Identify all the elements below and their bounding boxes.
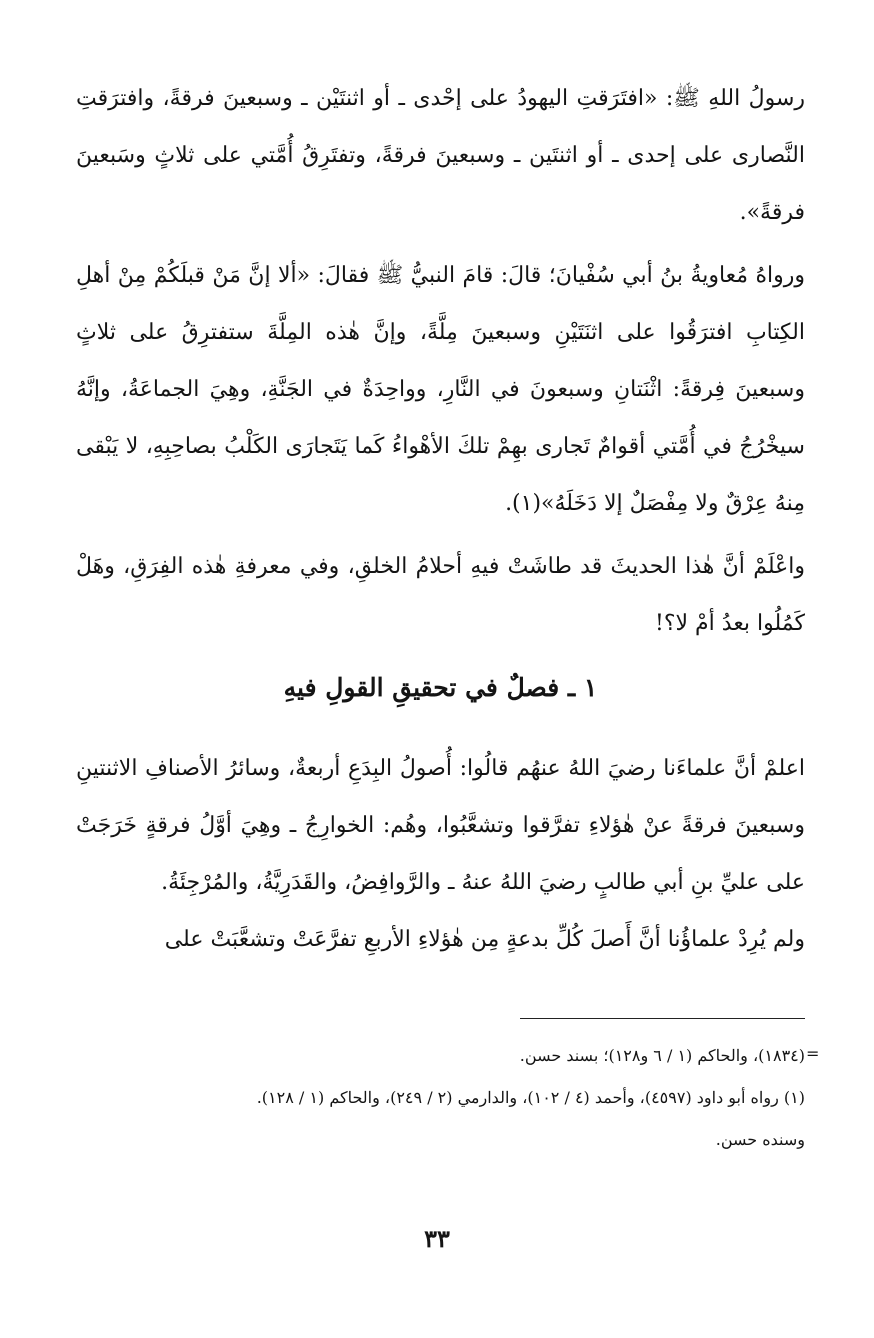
footnote-continuation-mark: =: [806, 1044, 820, 1063]
section-heading: ١ ـ فصلٌ في تحقيقِ القولِ فيهِ: [283, 673, 598, 702]
footnote-1-tail: وسنده حسن.: [715, 1130, 805, 1149]
paragraph-scholars-did-not-mean: ولم يُرِدْ علماؤُنا أنَّ أَصلَ كُلِّ بدعةٍ مِن هٰؤلاءِ الأربعِ تفرَّعَتْ وتشعَّبَتْ على: [164, 927, 805, 952]
main-text: [76, 70, 805, 652]
paragraph-hadith-jews-christians: رسولُ اللهِ ﷺ: «افتَرَقتِ اليهودُ على إحْدى ـ أو اثنتَيْن ـ وسبعينَ فرقةً، وافترَقتِ النَّصارى على إحدى ـ أو اثنتَين ـ وسبعينَ فرقةً، وتفتَرِقُ أُمَّتي على ثلاثٍ وسَبعينَ فرقةً».: [76, 86, 805, 225]
paragraph-roots-of-innovation: اعلمْ أنَّ علماءَنا رضيَ اللهُ عنهُم قالُوا: أُصولُ البِدَعِ أربعةٌ، وسائرُ الأصنافِ الاثنتينِ وسبعينَ فرقةً عنْ هٰؤلاءِ تفرَّقوا وتشعَّبُوا، وهُم: الخوارِجُ ـ وهِيَ أوَّلُ فرقةٍ خَرَجَتْ على عليِّ بنِ أبي طالبٍ رضيَ اللهُ عنهُ ـ والرَّوافِضُ، والقَدَرِيَّةُ، والمُرْجِئَةُ.: [76, 756, 805, 895]
page-number: ٣٣: [424, 1224, 450, 1253]
footnote-1: (١) رواه أبو داود (٤٥٩٧)، وأحمد (٤ / ١٠٢)، والدارمي (٢ / ٢٤٩)، والحاكم (١ / ١٢٨).: [256, 1088, 805, 1107]
paragraph-know-this-hadith: واعْلَمْ أنَّ هٰذا الحديثَ قد طاشَتْ فيهِ أحلامُ الخلقِ، وفي معرفةِ هٰذه الفِرَقِ، وهَلْ كَمُلُوا بعدُ أمْ لا؟!: [76, 554, 805, 636]
paragraph-muawiya-narration: ورواهُ مُعاويةُ بنُ أبي سُفْيانَ؛ قالَ: قامَ النبيُّ ﷺ فقالَ: «ألا إنَّ مَنْ قبلَكُمْ مِنْ أهلِ الكِتابِ افترَقُوا على اثنَتَيْنِ وسبعينَ مِلَّةً، وإنَّ هٰذه المِلَّةَ ستفترِقُ على ثلاثٍ وسبعينَ فِرقةً: اثْنَتانِ وسبعونَ في النَّارِ، وواحِدَةٌ في الجَنَّةِ، وهِيَ الجماعَةُ، وإنَّهُ سيخْرُجُ في أُمَّتي أقوامٌ تَجارى بهِمْ تلكَ الأهْواءُ كَما يَتَجارَى الكَلْبُ بصاحِبِهِ، لا يَبْقى مِنهُ عِرْقٌ ولا مِفْصَلٌ إلا دَخَلَهُ»(١).: [76, 263, 805, 516]
section-text: [76, 740, 805, 968]
footnote-divider: [520, 1018, 805, 1019]
footnotes: [76, 1038, 805, 1164]
footnote-continuation: (١٨٣٤)، والحاكم (١ / ٦ و١٢٨)؛ بسند حسن.: [519, 1046, 805, 1065]
